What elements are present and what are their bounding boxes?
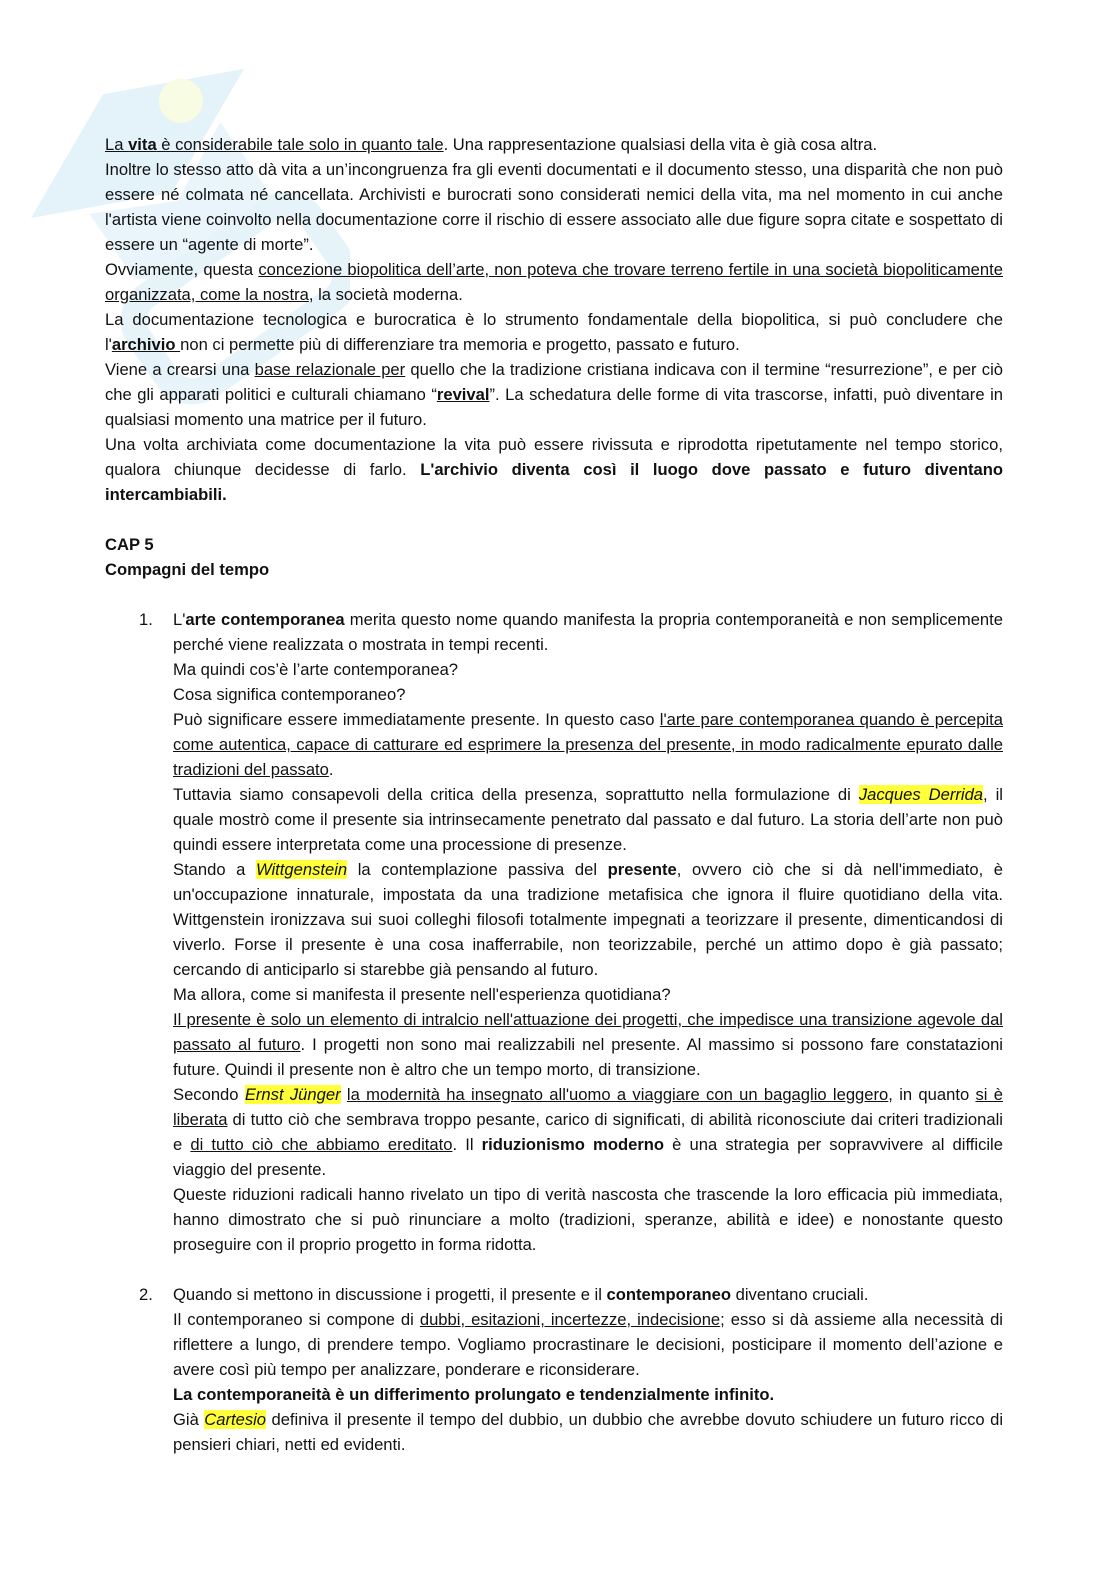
list-number: 1.: [139, 610, 153, 629]
highlight-wittgenstein: Wittgenstein: [255, 860, 348, 879]
document-body: [105, 132, 1003, 1457]
numbered-list: [105, 607, 1003, 1457]
spacer: [105, 507, 1003, 532]
paragraph-vita: La vita è considerabile tale solo in quanto tale. Una rappresentazione qualsiasi della vita è già cosa altra.: [105, 135, 878, 154]
highlight-cartesio: Cartesio: [204, 1410, 267, 1429]
spacer: [105, 582, 1003, 607]
chapter-title: Compagni del tempo: [105, 560, 270, 579]
list-item-2: 2. Quando si mettono in discussione i progetti, il presente e il contemporaneo diventano cruciali. Il contemporaneo si compone di dubbi, esitazioni, incertezze, indecisione; esso si dà assieme alla necessità di riflettere a lungo, di prendere tempo. Vogliamo procrastinare le decisioni, posticipare il momento dell’azione e avere così più tempo per analizzare, ponderare e riconsiderare. La contemporaneità è un differimento prolungato e tendenzialmente infinito. Già Cartesio definiva il presente il tempo del dubbio, un dubbio che avrebbe dovuto schiudere un futuro ricco di pensieri chiari, netti ed evidenti.: [105, 1282, 1003, 1457]
list-number: 2.: [139, 1285, 153, 1304]
list-item-1: 1. L'arte contemporanea merita questo nome quando manifesta la propria contemporaneità e non semplicemente perché viene realizzata o mostrata in tempi recenti. Ma quindi cos’è l’arte contemporanea? Cosa significa contemporaneo? Può significare essere immediatamente presente. In questo caso l'arte pare contemporanea quando è percepita come autentica, capace di catturare ed esprimere la presenza del presente, in modo radicalmente epurato dalle tradizioni del passato. Tuttavia siamo consapevoli della critica della presenza, soprattutto nella formulazione di Jacques Derrida, il quale mostrò come il presente sia intrinsecamente penetrato dal passato e dal futuro. La storia dell’arte non può quindi essere interpretata come una processione di presenze. Stando a Wittgenstein la contemplazione passiva del presente, ovvero ciò che si dà nell'immediato, è un'occupazione innaturale, impostata da una tradizione metafisica che ignora il fluire quotidiano della vita. Wittgenstein ironizzava sui suoi colleghi filosofi totalmente impegnati a teorizzare il presente, dimenticandosi di viverlo. Forse il presente è una cosa inafferrabile, non teorizzabile, perché un attimo dopo è già passato; cercando di anticiparlo si starebbe già pensando al futuro. Ma allora, come si manifesta il presente nell'esperienza quotidiana? Il presente è solo un elemento di intralcio nell'attuazione dei progetti, che impedisce una transizione agevole dal passato al futuro. I progetti non sono mai realizzabili nel presente. Al massimo si possono fare constatazioni future. Quindi il presente non è altro che un tempo morto, di transizione. Secondo Ernst Jünger la modernità ha insegnato all'uomo a viaggiare con un bagaglio leggero, in quanto si è liberata di tutto ciò che sembrava troppo pesante, carico di significati, di abilità riconosciute dai criteri tradizionali e di tutto ciò che abbiamo ereditato. Il riduzionismo moderno è una strategia per sopravvivere al difficile viaggio del presente. Queste riduzioni radicali hanno rivelato un tipo di verità nascosta che trascende la loro efficacia più immediata, hanno dimostrato che si può rinunciare a molto (tradizioni, speranze, abilità e idee) e nonostante questo proseguire con il proprio progetto in forma ridotta.: [105, 607, 1003, 1257]
paragraph-archivio: La documentazione tecnologica e burocratica è lo strumento fondamentale della biopolitica, si può concludere che l'archivio non ci permette più di differenziare tra memoria e progetto, passato e futuro.: [105, 310, 1003, 354]
highlight-derrida: Jacques Derrida: [858, 785, 984, 804]
paragraph-incongruenza: Inoltre lo stesso atto dà vita a un’incongruenza fra gli eventi documentati e il documento stesso, una disparità che non può essere né colmata né cancellata. Archivisti e burocrati sono considerati nemici della vita, ma nel momento in cui anche l'artista viene coinvolto nella documentazione corre il rischio di essere associato alle due figure sopra citate e sospettato di essere un “agente di morte”.: [105, 160, 1003, 254]
paragraph-intercambiabili: Una volta archiviata come documentazione la vita può essere rivissuta e riprodotta ripetutamente nel tempo storico, qualora chiunque decidesse di farlo. L'archivio diventa così il luogo dove passato e futuro diventano intercambiabili.: [105, 435, 1003, 504]
paragraph-biopolitica: Ovviamente, questa concezione biopolitica dell’arte, non poteva che trovare terreno fertile in una società biopoliticamente organizzata, come la nostra, la società moderna.: [105, 260, 1003, 304]
chapter-number: CAP 5: [105, 535, 154, 554]
paragraph-revival: Viene a crearsi una base relazionale per quello che la tradizione cristiana indicava con il termine “resurrezione”, e per ciò che gli apparati politici e culturali chiamano “revival”. La schedatura delle forme di vita trascorse, infatti, può diventare in qualsiasi momento una matrice per il futuro.: [105, 360, 1003, 429]
spacer: [105, 1257, 1003, 1282]
highlight-junger: Ernst Jünger: [244, 1085, 341, 1104]
